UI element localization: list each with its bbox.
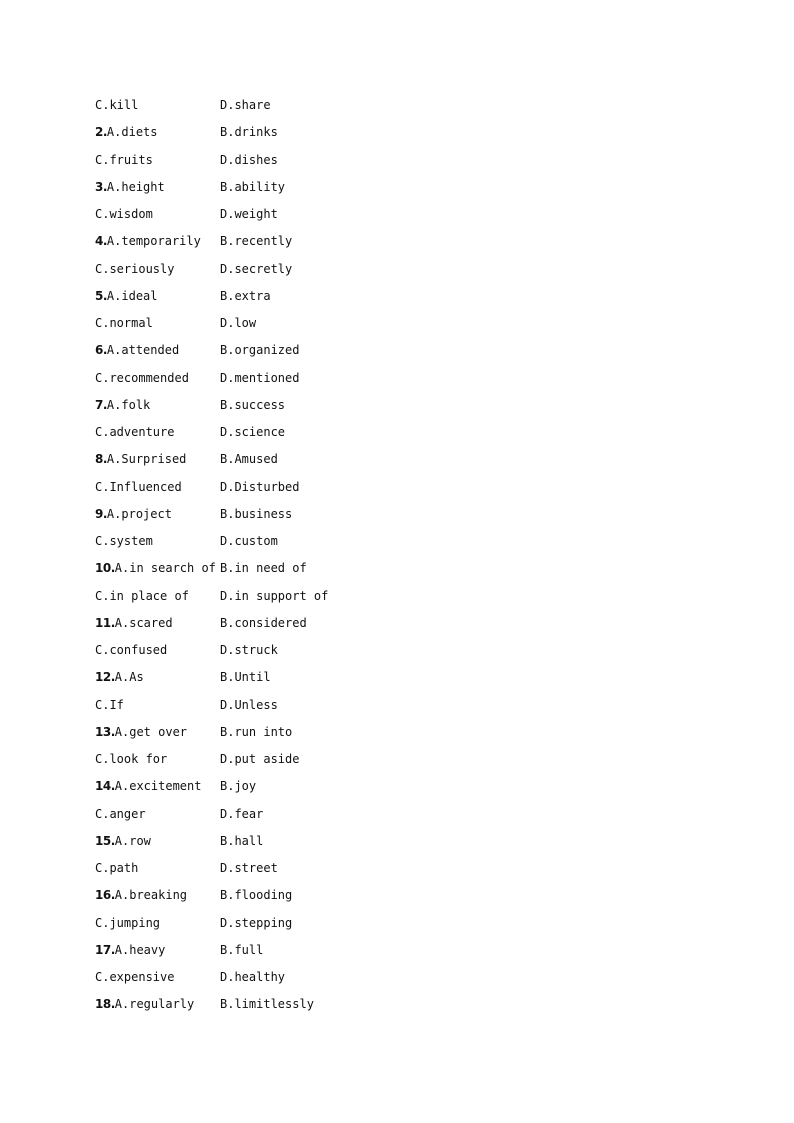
option-left-text: C.fruits	[95, 152, 153, 167]
option-right-text: D.weight	[220, 207, 278, 221]
option-left	[95, 668, 144, 686]
option-right-text: D.put aside	[220, 752, 300, 766]
option-left	[95, 995, 194, 1013]
option-left-text: A.scared	[114, 615, 173, 630]
option-left-text: A.breaking	[114, 888, 188, 903]
option-left	[95, 151, 153, 169]
option-row	[95, 805, 695, 832]
option-row	[95, 614, 695, 641]
option-left	[95, 423, 174, 441]
option-left-text: C.expensive	[95, 970, 175, 984]
option-left-text: C.adventure	[95, 425, 175, 439]
option-right-text: D.street	[220, 861, 278, 875]
option-left-text: A.excitement	[114, 779, 202, 794]
option-left-text: A.As	[114, 670, 144, 685]
option-left	[95, 614, 173, 632]
option-row	[95, 995, 695, 1022]
question-number: 10.	[95, 561, 115, 576]
option-right-text: D.Unless	[220, 697, 278, 712]
option-right-text: D.dishes	[220, 152, 278, 167]
option-right-text: D.share	[220, 98, 271, 112]
option-left-text: C.path	[95, 861, 139, 875]
option-right-text: B.considered	[220, 615, 307, 630]
option-row	[95, 968, 695, 995]
option-row	[95, 914, 695, 941]
question-number: 12.	[95, 670, 115, 685]
option-left	[95, 777, 201, 795]
option-right-text: D.mentioned	[220, 370, 300, 385]
option-right-text: B.extra	[220, 288, 271, 303]
option-right-text: D.Disturbed	[220, 479, 300, 494]
option-left-text: C.normal	[95, 316, 153, 330]
option-row	[95, 832, 695, 859]
option-left	[95, 750, 167, 768]
option-left	[95, 696, 124, 714]
option-left-text: C.Influenced	[95, 479, 182, 494]
option-left	[95, 505, 172, 523]
option-left-text: C.system	[95, 534, 153, 548]
option-left	[95, 805, 146, 823]
option-right-text: B.success	[220, 397, 286, 412]
option-left-text: C.seriously	[95, 261, 175, 276]
option-right-text: B.recently	[220, 234, 293, 249]
option-right-text: B.ability	[220, 179, 286, 194]
question-number: 6.	[95, 343, 107, 358]
option-left-text: C.jumping	[95, 915, 161, 930]
option-left-text: C.If	[95, 697, 124, 712]
option-left	[95, 941, 165, 959]
option-row	[95, 314, 695, 341]
option-left	[95, 859, 138, 877]
option-left	[95, 205, 153, 223]
option-row	[95, 587, 695, 614]
option-left-text: A.row	[114, 833, 151, 848]
option-left	[95, 968, 174, 986]
question-number: 11.	[95, 615, 115, 630]
question-number: 7.	[95, 397, 107, 412]
option-left-text: A.temporarily	[106, 234, 201, 249]
option-right-text: B.joy	[220, 779, 257, 794]
option-left	[95, 886, 187, 904]
option-row	[95, 205, 695, 232]
option-right-text: D.in support of	[220, 588, 329, 603]
option-right-text: D.custom	[220, 534, 278, 548]
option-row	[95, 886, 695, 913]
option-left	[95, 587, 189, 605]
option-row	[95, 668, 695, 695]
option-right-text: B.flooding	[220, 888, 293, 903]
question-number: 8.	[95, 452, 107, 467]
option-left-text: A.Surprised	[106, 452, 187, 467]
option-right-text: B.organized	[220, 343, 300, 358]
option-row	[95, 478, 695, 505]
option-left	[95, 369, 189, 387]
question-number: 18.	[95, 997, 115, 1012]
option-left-text: A.in search of	[114, 561, 216, 576]
option-row	[95, 859, 695, 886]
option-left-text: C.kill	[95, 98, 139, 112]
question-number: 2.	[95, 125, 107, 140]
option-right-text: B.drinks	[220, 125, 278, 140]
option-right-text: D.stepping	[220, 915, 293, 930]
option-left-text: A.heavy	[114, 942, 166, 957]
option-row	[95, 123, 695, 150]
option-row	[95, 341, 695, 368]
option-left-text: C.anger	[95, 806, 146, 821]
option-row	[95, 232, 695, 259]
option-left	[95, 559, 216, 577]
option-left-text: A.height	[106, 179, 165, 194]
answer-options-list	[95, 96, 695, 1023]
option-right-text: D.struck	[220, 643, 278, 657]
option-left	[95, 641, 167, 659]
option-left	[95, 260, 174, 278]
question-number: 3.	[95, 179, 107, 194]
option-right-text: D.science	[220, 425, 286, 439]
option-left-text: C.confused	[95, 643, 168, 657]
option-row	[95, 151, 695, 178]
option-right-text: B.business	[220, 506, 293, 521]
option-left-text: A.attended	[106, 343, 180, 358]
option-left-text: A.get over	[114, 724, 188, 739]
option-left	[95, 287, 158, 305]
question-number: 16.	[95, 888, 115, 903]
option-row	[95, 178, 695, 205]
option-row	[95, 96, 695, 123]
option-left	[95, 341, 179, 359]
option-left	[95, 478, 182, 496]
option-row	[95, 450, 695, 477]
option-row	[95, 641, 695, 668]
question-number: 5.	[95, 288, 107, 303]
option-row	[95, 532, 695, 559]
option-left	[95, 832, 151, 850]
option-left	[95, 723, 187, 741]
option-left	[95, 232, 201, 250]
option-left-text: C.in place of	[95, 588, 189, 603]
option-left	[95, 178, 165, 196]
option-row	[95, 696, 695, 723]
option-left-text: A.folk	[106, 397, 151, 412]
question-number: 4.	[95, 234, 107, 249]
option-left-text: A.ideal	[106, 288, 158, 303]
option-left	[95, 396, 150, 414]
option-left-text: A.regularly	[114, 997, 195, 1012]
option-right-text: B.Amused	[220, 452, 278, 467]
option-row	[95, 723, 695, 750]
option-left-text: A.diets	[106, 125, 158, 140]
option-row	[95, 941, 695, 968]
option-left	[95, 123, 158, 141]
option-row	[95, 369, 695, 396]
option-right-text: D.fear	[220, 806, 264, 821]
question-number: 13.	[95, 724, 115, 739]
option-row	[95, 260, 695, 287]
option-left	[95, 314, 153, 332]
option-left-text: C.recommended	[95, 370, 189, 385]
option-row	[95, 750, 695, 777]
option-left	[95, 532, 153, 550]
option-row	[95, 505, 695, 532]
option-left-text: A.project	[106, 506, 172, 521]
question-number: 15.	[95, 833, 115, 848]
option-row	[95, 396, 695, 423]
question-number: 17.	[95, 942, 115, 957]
question-number: 14.	[95, 779, 115, 794]
option-row	[95, 559, 695, 586]
option-right-text: B.limitlessly	[220, 997, 314, 1012]
option-left-text: C.look for	[95, 752, 168, 766]
option-right-text: D.low	[220, 316, 257, 330]
option-row	[95, 423, 695, 450]
option-right-text: D.secretly	[220, 261, 293, 276]
option-right-text: B.full	[220, 942, 264, 957]
option-row	[95, 287, 695, 314]
option-right-text: D.healthy	[220, 970, 286, 984]
option-row	[95, 777, 695, 804]
question-number: 9.	[95, 506, 107, 521]
option-left-text: C.wisdom	[95, 207, 153, 221]
option-left	[95, 96, 138, 114]
option-left	[95, 914, 160, 932]
option-left	[95, 450, 186, 468]
option-right-text: B.Until	[220, 670, 271, 685]
option-right-text: B.hall	[220, 833, 264, 848]
option-right-text: B.in need of	[220, 561, 307, 576]
option-right-text: B.run into	[220, 724, 293, 739]
